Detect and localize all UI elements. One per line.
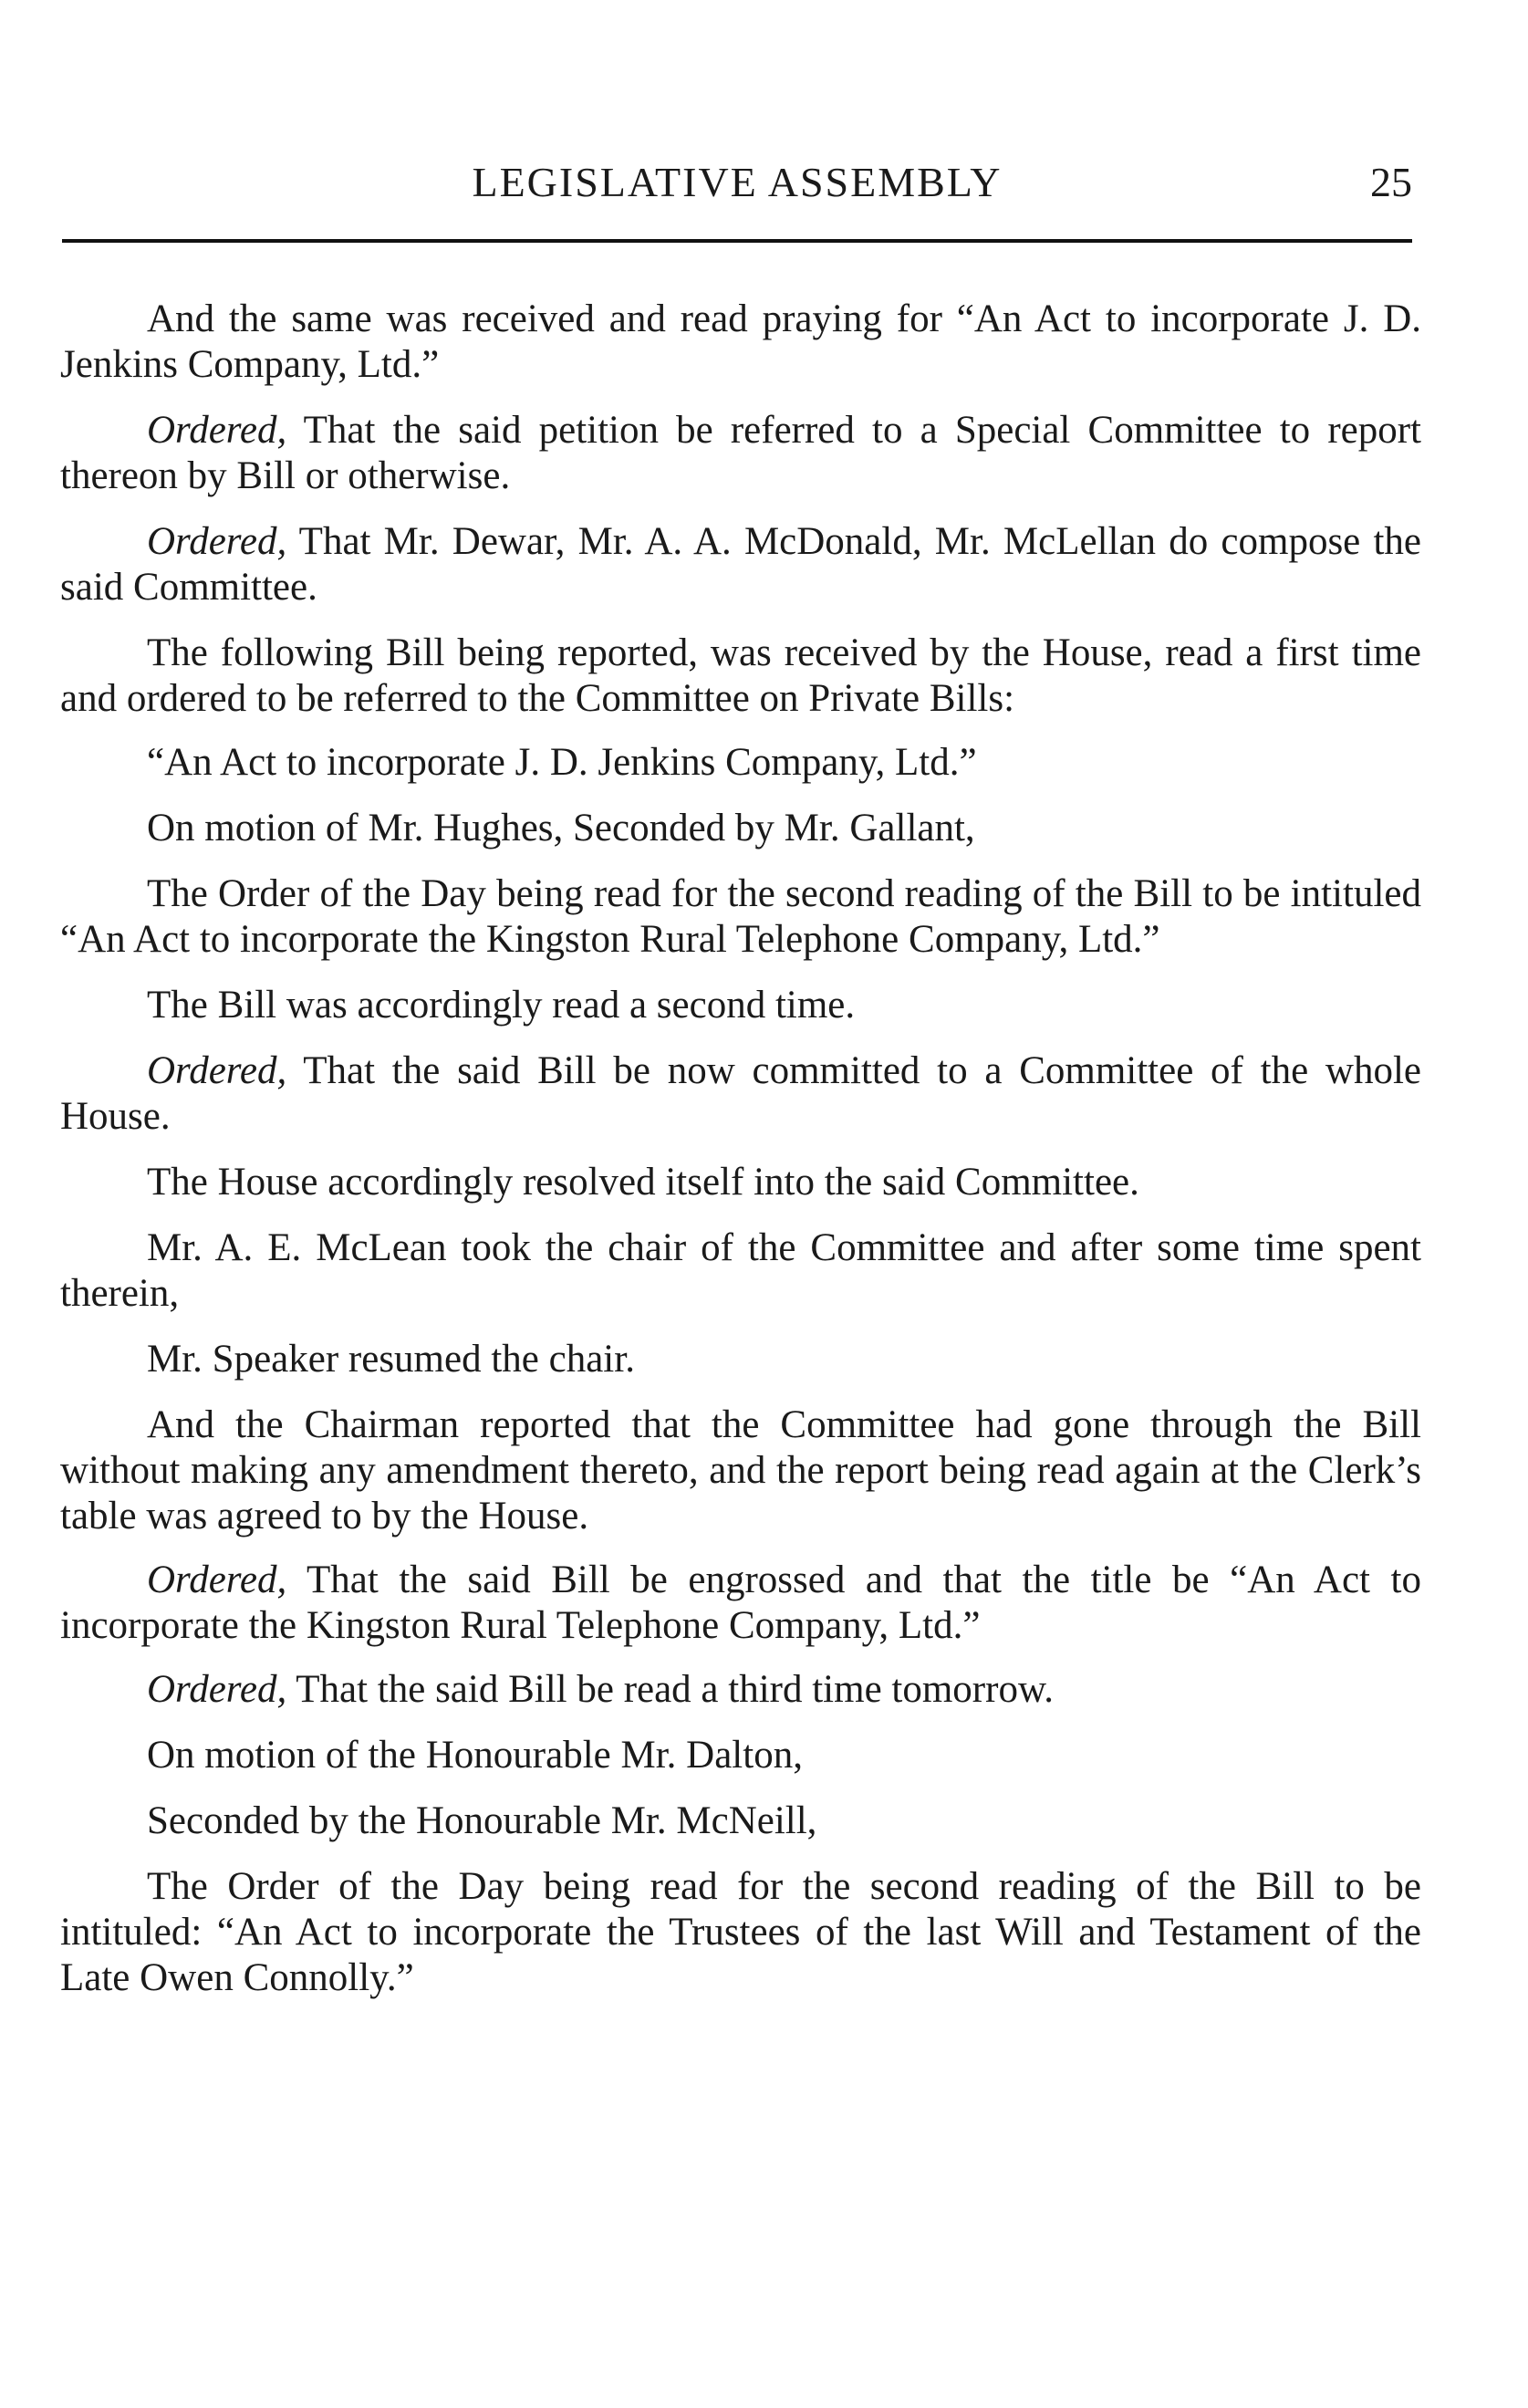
paragraph-6	[60, 806, 1421, 851]
paragraph-1	[60, 297, 1421, 388]
paragraph-text: On motion of Mr. Hughes, Seconded by Mr. Gallant,	[147, 807, 975, 850]
paragraph-text: The House accordingly resolved itself into the said Committee.	[147, 1161, 1139, 1204]
paragraph-text: Mr. Speaker resumed the chair.	[147, 1338, 635, 1381]
paragraph-7	[60, 871, 1421, 963]
paragraph-text: That the said Bill be now committed to a Committee of the whole House.	[60, 1049, 1421, 1138]
paragraph-15	[60, 1667, 1421, 1713]
paragraph-text: Seconded by the Honourable Mr. McNeill,	[147, 1799, 817, 1842]
running-title: LEGISLATIVE ASSEMBLY	[472, 159, 1003, 205]
paragraph-18	[60, 1864, 1421, 2001]
paragraph-12	[60, 1337, 1421, 1382]
paragraph-8	[60, 983, 1421, 1028]
paragraph-text: The Bill was accordingly read a second time.	[147, 984, 856, 1027]
paragraph-5	[60, 740, 1421, 786]
paragraph-text: On motion of the Honourable Mr. Dalton,	[147, 1734, 803, 1777]
paragraph-lead: Ordered,	[147, 1558, 287, 1601]
paragraph-text: That the said petition be referred to a Special Committee to report thereon by Bill or otherwise.	[60, 409, 1421, 497]
paragraph-4	[60, 631, 1421, 722]
paragraph-lead: Ordered,	[147, 1668, 287, 1711]
paragraph-text: The Order of the Day being read for the second reading of the Bill to be intituled “An Act to incorporate the Kingston Rural Telephone Company, Ltd.”	[60, 872, 1421, 961]
paragraph-11	[60, 1225, 1421, 1317]
paragraph-17	[60, 1798, 1421, 1844]
page-body	[60, 297, 1421, 2021]
paragraph-9	[60, 1048, 1421, 1140]
paragraph-lead: Ordered,	[147, 409, 287, 452]
paragraph-text: That Mr. Dewar, Mr. A. A. McDonald, Mr. McLellan do compose the said Committee.	[60, 520, 1421, 609]
page-number: 25	[1370, 159, 1412, 205]
paragraph-text: And the Chairman reported that the Committee had gone through the Bill without making any amendment thereto, and the report being read again at the Clerk’s table was agreed to by the House.	[60, 1403, 1421, 1538]
paragraph-14	[60, 1558, 1421, 1649]
paragraph-lead: Ordered,	[147, 520, 287, 563]
paragraph-3	[60, 519, 1421, 610]
paragraph-text: Mr. A. E. McLean took the chair of the Committee and after some time spent therein,	[60, 1226, 1421, 1315]
paragraph-text: The Order of the Day being read for the second reading of the Bill to be intituled: “An Act to incorporate the Trustees of the last Will and Testament of the Late Owen Connolly.”	[60, 1865, 1421, 1999]
paragraph-text: “An Act to incorporate J. D. Jenkins Company, Ltd.”	[147, 741, 977, 784]
paragraph-10	[60, 1160, 1421, 1205]
paragraph-text: And the same was received and read praying for “An Act to incorporate J. D. Jenkins Company, Ltd.”	[60, 297, 1421, 386]
paragraph-text: That the said Bill be read a third time tomorrow.	[286, 1668, 1054, 1711]
paragraph-text: The following Bill being reported, was received by the House, read a first time and ordered to be referred to the Committee on Private Bills:	[60, 631, 1421, 720]
paragraph-16	[60, 1733, 1421, 1778]
paragraph-text: That the said Bill be engrossed and that the title be “An Act to incorporate the Kingston Rural Telephone Company, Ltd.”	[60, 1558, 1421, 1647]
page-header	[62, 151, 1412, 214]
header-rule	[62, 239, 1412, 243]
paragraph-2	[60, 408, 1421, 499]
paragraph-13	[60, 1402, 1421, 1539]
paragraph-lead: Ordered,	[147, 1049, 287, 1092]
